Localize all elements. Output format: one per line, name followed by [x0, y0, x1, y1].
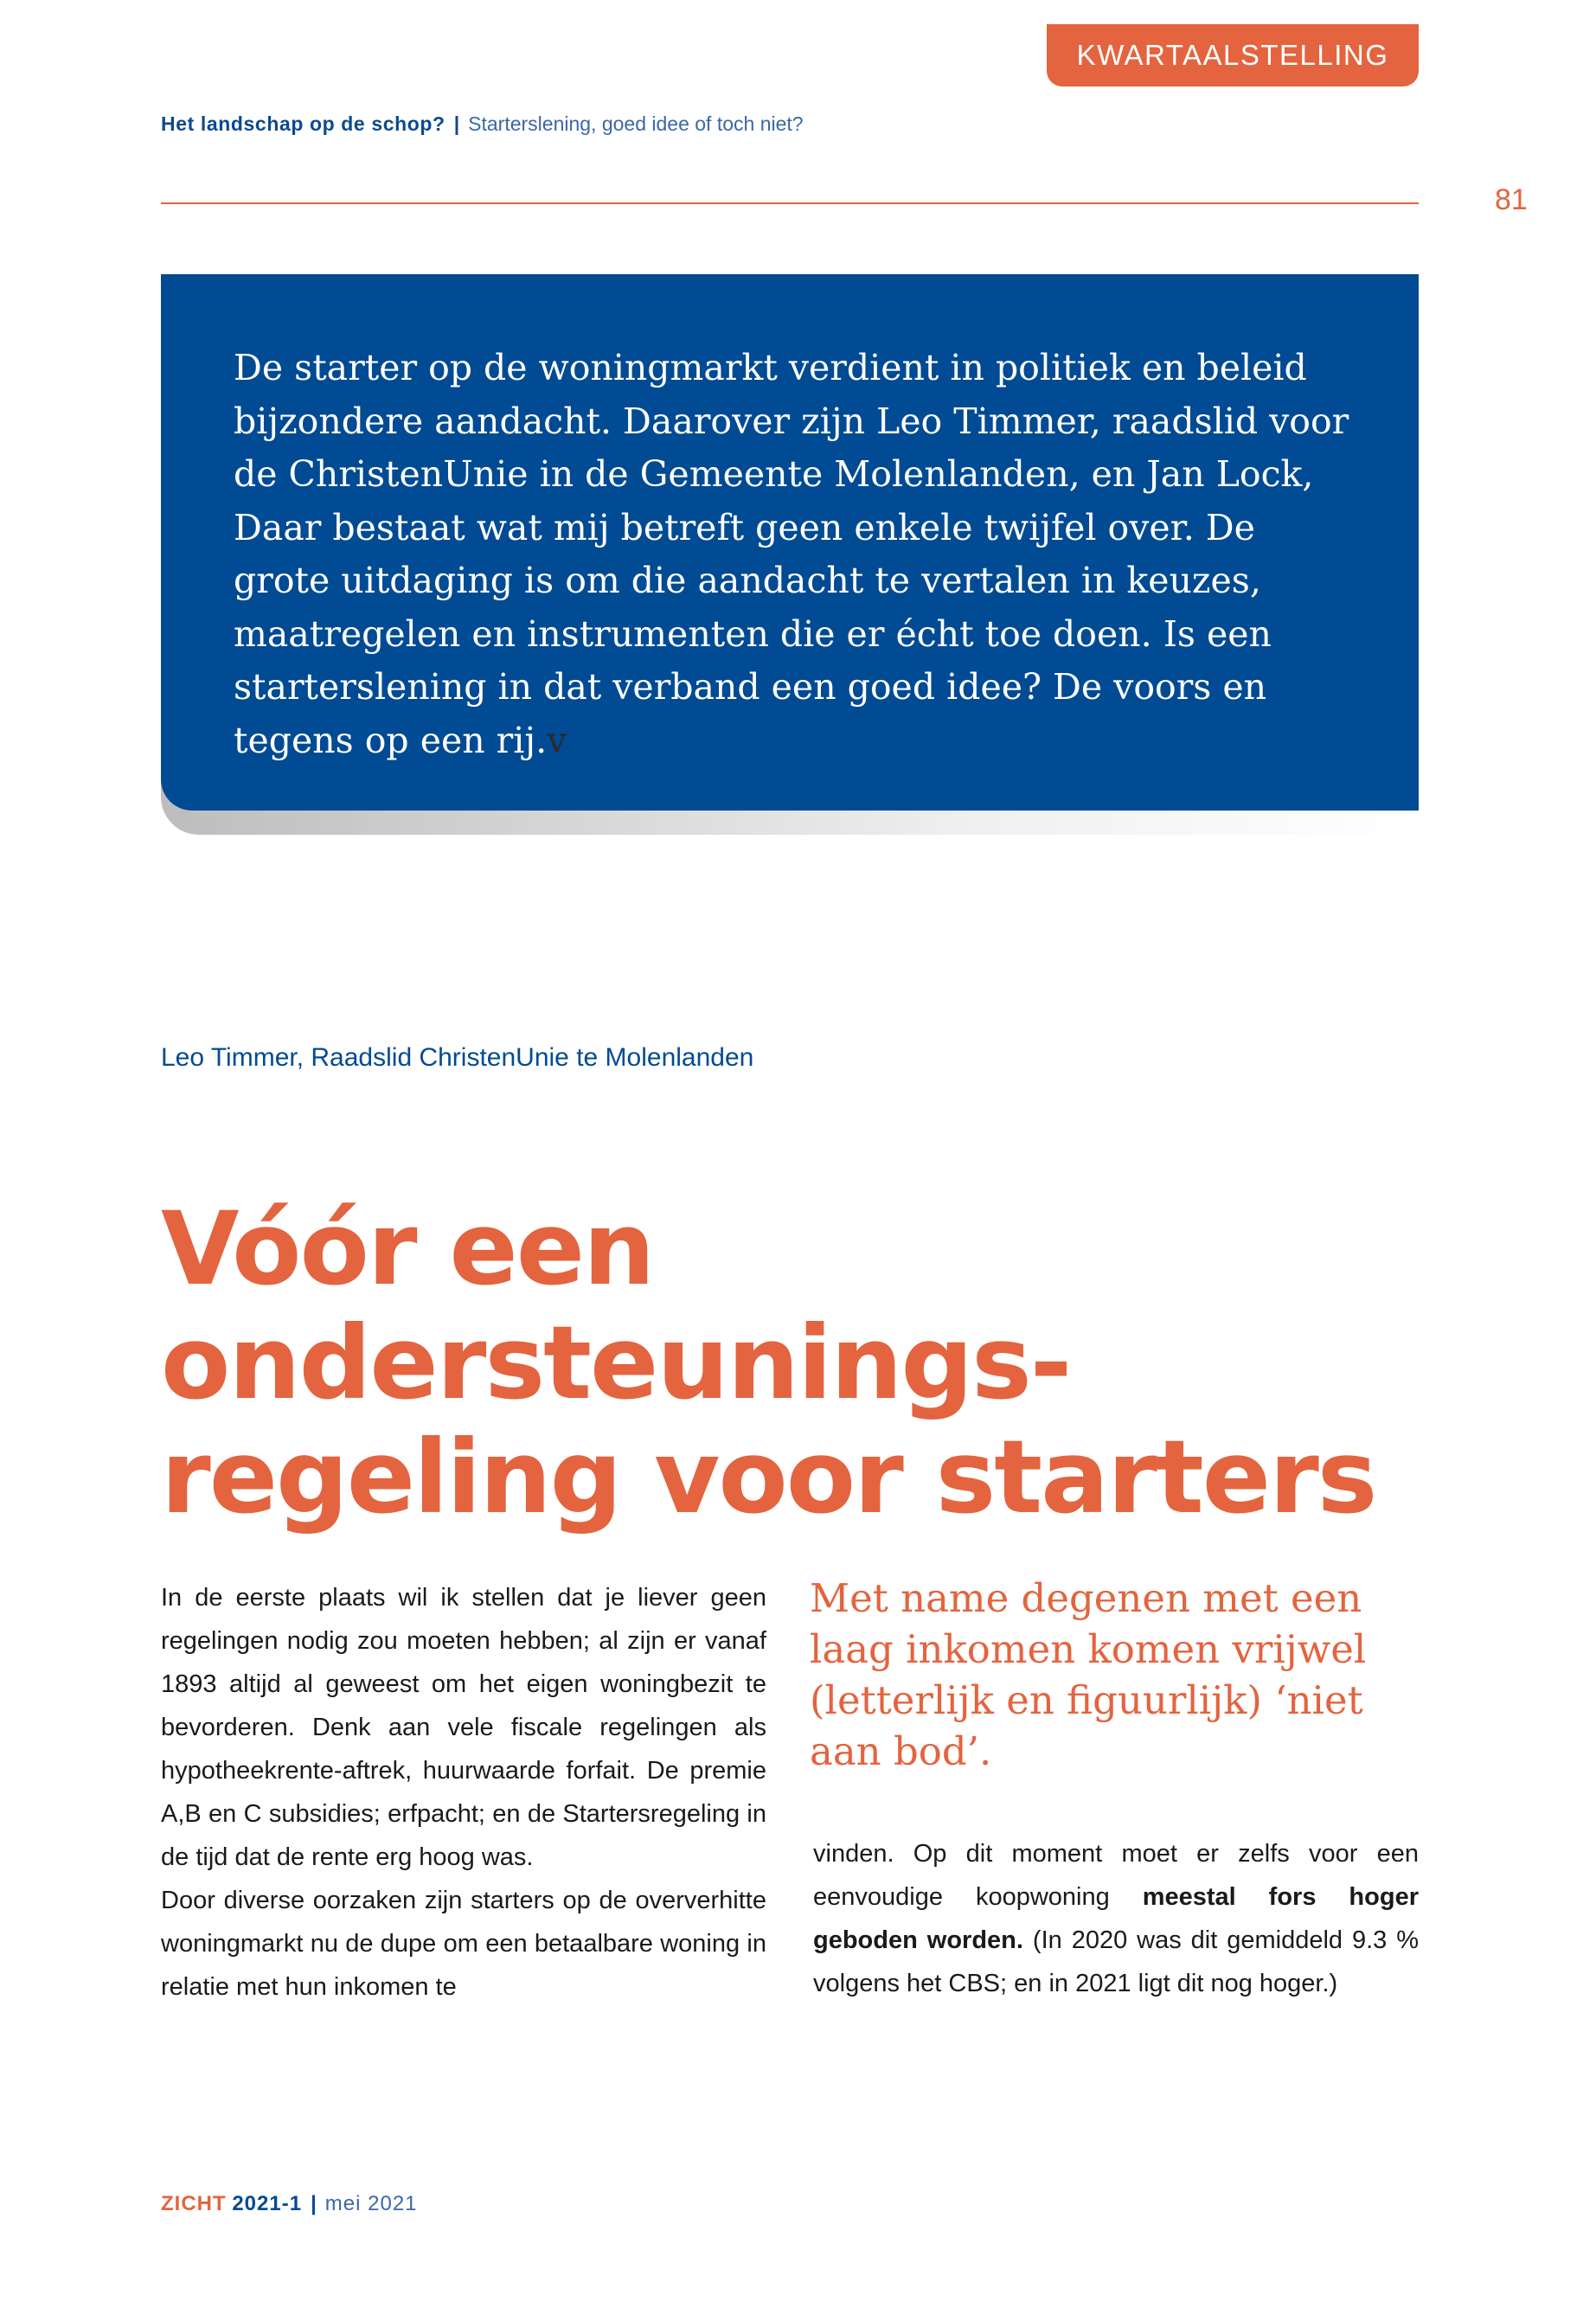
left-column — [161, 1576, 766, 2009]
right-bold-text: meestal fors hoger geboden worden. — [813, 1883, 1419, 1954]
article-title-line-1: Vóór een ondersteunings- — [161, 1189, 1071, 1422]
article-byline: Leo Timmer, Raadslid ChristenUnie te Molenlanden — [161, 1043, 754, 1072]
right-text-2: (In 2020 was dit gemiddeld 9.3 % volgens het CBS; en in 2021 ligt dit nog hoger.) — [813, 1926, 1420, 1997]
running-title: Het landschap op de schop? — [161, 112, 445, 135]
footer-separator: | — [311, 2192, 317, 2215]
intro-box — [161, 274, 1419, 811]
right-text-1: vinden. Op dit moment moet er zelfs voor een eenvoudige koopwoning — [813, 1840, 1419, 1911]
left-paragraph-2: Door diverse oorzaken zijn starters op de oververhitte woningmarkt nu de dupe om een betaalbare woning in relatie met hun inkomen te — [161, 1887, 766, 2001]
running-head-separator: | — [453, 112, 460, 135]
footer-brand: ZICHT — [161, 2192, 227, 2215]
footer-date: mei 2021 — [324, 2192, 418, 2215]
pull-quote: Met name degenen met een laag inkomen komen vrijwel (letterlijk en figuurlijk) ‘niet aan bod’. — [810, 1575, 1367, 1774]
right-column-paragraph — [813, 1832, 1419, 2005]
article-title — [161, 1189, 1458, 1536]
intro-end-mark: v — [547, 719, 567, 761]
intro-text — [234, 342, 1358, 767]
section-tag-label: KWARTAALSTELLING — [1076, 39, 1389, 71]
running-subtitle: Starterslening, goed idee of toch niet? — [468, 112, 804, 135]
intro-body: De starter op de woningmarkt verdient in politiek en beleid bijzondere aandacht. Daarover zijn Leo Timmer, raadslid voor de ChristenUnie in de Gemeente Molenlanden, en Jan Lock, Daar bestaat wat mij betreft geen enkele twijfel over. De grote uitdaging is om die aandacht te vertalen in keuzes, maatregelen en instrumenten die er écht toe doen. Is een starterslening in dat verband een goed idee? De voors en tegens op een rij. — [234, 347, 1349, 761]
header-divider — [161, 202, 1419, 204]
article-title-line-2: regeling voor starters — [161, 1418, 1376, 1536]
page-number: 81 — [1495, 183, 1528, 216]
section-tag — [1047, 24, 1419, 87]
running-head — [161, 112, 804, 136]
left-paragraph-1: In de eerste plaats wil ik stellen dat je liever geen regelingen nodig zou moeten hebben; al zijn er vanaf 1893 altijd al geweest om het eigen woningbezit te bevorderen. Denk aan vele fiscale regelingen als hypotheekrente-aftrek, huurwaarde forfait. De premie A,B en C subsidies; erfpacht; en de Startersregeling in de tijd dat de rente erg hoog was. — [161, 1584, 766, 1871]
page-footer — [161, 2192, 418, 2216]
footer-issue: 2021-1 — [232, 2192, 303, 2215]
